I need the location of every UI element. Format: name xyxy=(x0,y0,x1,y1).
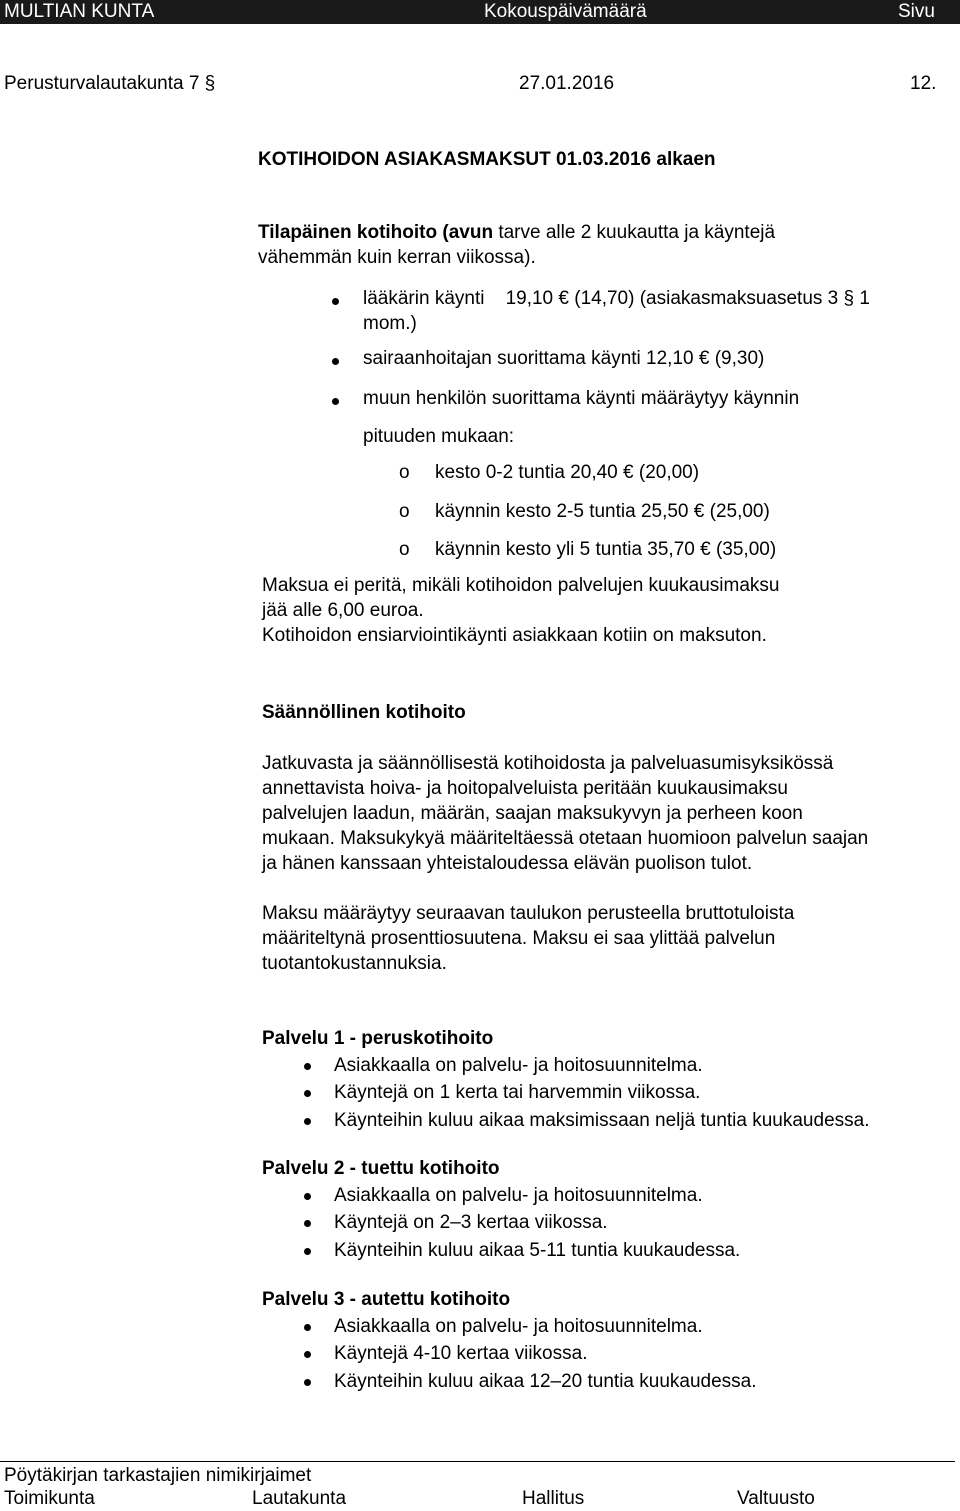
document-title: KOTIHOIDON ASIAKASMAKSUT 01.03.2016 alkaen xyxy=(258,149,716,170)
bullet-dot xyxy=(332,398,339,405)
meeting-date: 27.01.2016 xyxy=(519,73,615,94)
temporary-care-heading xyxy=(258,220,775,245)
regular-para1-line2: annettavista hoiva- ja hoitopalveluista peritään kuukausimaksu xyxy=(262,778,788,799)
footer-column-valtuusto: Valtuusto xyxy=(737,1488,815,1509)
service-1-item: Käynteihin kuluu aikaa maksimissaan neljä tuntia kuukaudessa. xyxy=(334,1110,870,1131)
meeting-date-label: Kokouspäivämäärä xyxy=(484,1,647,22)
bullet-dot xyxy=(304,1090,311,1097)
bullet-dot xyxy=(304,1220,311,1227)
page-header-bar xyxy=(0,0,960,24)
bullet-dot xyxy=(304,1351,311,1358)
service-2-item: Asiakkaalla on palvelu- ja hoitosuunnitelma. xyxy=(334,1185,703,1206)
regular-para2-line1: Maksu määräytyy seuraavan taulukon perusteella bruttotuloista xyxy=(262,903,795,924)
page-number: 12. xyxy=(910,73,937,94)
regular-care-heading: Säännöllinen kotihoito xyxy=(262,702,466,723)
footer-column-lautakunta: Lautakunta xyxy=(252,1488,347,1509)
fee-note-line1: Maksua ei peritä, mikäli kotihoidon palvelujen kuukausimaksu xyxy=(262,575,780,596)
service-3-item: Käyntejä 4-10 kertaa viikossa. xyxy=(334,1343,588,1364)
regular-para2-line3: tuotantokustannuksia. xyxy=(262,953,447,974)
temporary-care-heading-line2: vähemmän kuin kerran viikossa). xyxy=(258,247,536,268)
sub-bullet-duration-0-2: kesto 0-2 tuntia 20,40 € (20,00) xyxy=(435,462,700,483)
sub-bullet-marker: o xyxy=(399,501,410,522)
service-1-item: Käyntejä on 1 kerta tai harvemmin viikossa. xyxy=(334,1082,701,1103)
regular-para1-line1: Jatkuvasta ja säännöllisestä kotihoidosta ja palveluasumisyksikössä xyxy=(262,753,834,774)
bullet-other-visit: muun henkilön suorittama käynti määräytyy käynnin xyxy=(363,388,800,409)
fee-note-line3: Kotihoidon ensiarviointikäynti asiakkaan kotiin on maksuton. xyxy=(262,625,767,646)
bullet-dot xyxy=(304,1118,311,1125)
fee-note-line2: jää alle 6,00 euroa. xyxy=(262,600,424,621)
page-label: Sivu xyxy=(898,1,935,22)
service-2-item: Käynteihin kuluu aikaa 5-11 tuntia kuukaudessa. xyxy=(334,1240,741,1261)
regular-para1-line5: ja hänen kanssaan yhteistaloudessa elävän puolison tulot. xyxy=(262,853,753,874)
bullet-doctor-visit-line2: mom.) xyxy=(363,313,417,334)
footer-column-toimikunta: Toimikunta xyxy=(4,1488,95,1509)
regular-para1-line4: mukaan. Maksukykyä määriteltäessä otetaan huomioon palvelun saajan xyxy=(262,828,869,849)
temporary-care-heading-bold: Tilapäinen kotihoito (avun xyxy=(258,222,494,243)
committee-name: Perusturvalautakunta 7 § xyxy=(4,73,216,94)
service-2-item: Käyntejä on 2–3 kertaa viikossa. xyxy=(334,1212,608,1233)
bullet-dot xyxy=(304,1324,311,1331)
footer-divider xyxy=(0,1461,955,1462)
service-1-item: Asiakkaalla on palvelu- ja hoitosuunnitelma. xyxy=(334,1055,703,1076)
sub-bullet-marker: o xyxy=(399,539,410,560)
bullet-dot xyxy=(332,298,339,305)
service-3-item: Asiakkaalla on palvelu- ja hoitosuunnitelma. xyxy=(334,1316,703,1337)
bullet-other-visit-line2: pituuden mukaan: xyxy=(363,426,515,447)
bullet-dot xyxy=(304,1379,311,1386)
bullet-dot xyxy=(304,1248,311,1255)
temporary-care-heading-rest: tarve alle 2 kuukautta ja käyntejä xyxy=(493,222,776,243)
sub-bullet-duration-2-5: käynnin kesto 2-5 tuntia 25,50 € (25,00) xyxy=(435,501,770,522)
bullet-dot xyxy=(332,358,339,365)
sub-bullet-marker: o xyxy=(399,462,410,483)
regular-para2-line2: määriteltynä prosenttiosuutena. Maksu ei saa ylittää palvelun xyxy=(262,928,776,949)
municipality-name: MULTIAN KUNTA xyxy=(4,1,155,22)
bullet-dot xyxy=(304,1063,311,1070)
bullet-doctor-visit: lääkärin käynti 19,10 € (14,70) (asiakasmaksuasetus 3 § 1 xyxy=(363,288,870,309)
sub-bullet-duration-over-5: käynnin kesto yli 5 tuntia 35,70 € (35,00) xyxy=(435,539,777,560)
service-3-item: Käynteihin kuluu aikaa 12–20 tuntia kuukaudessa. xyxy=(334,1371,757,1392)
service-2-heading: Palvelu 2 - tuettu kotihoito xyxy=(262,1158,500,1179)
bullet-dot xyxy=(304,1193,311,1200)
service-1-heading: Palvelu 1 - peruskotihoito xyxy=(262,1028,494,1049)
bullet-nurse-visit: sairaanhoitajan suorittama käynti 12,10 € (9,30) xyxy=(363,348,765,369)
regular-para1-line3: palvelujen laadun, määrän, saajan maksukyvyn ja perheen koon xyxy=(262,803,803,824)
service-3-heading: Palvelu 3 - autettu kotihoito xyxy=(262,1289,511,1310)
footer-initials-label: Pöytäkirjan tarkastajien nimikirjaimet xyxy=(4,1465,312,1486)
footer-column-hallitus: Hallitus xyxy=(522,1488,585,1509)
